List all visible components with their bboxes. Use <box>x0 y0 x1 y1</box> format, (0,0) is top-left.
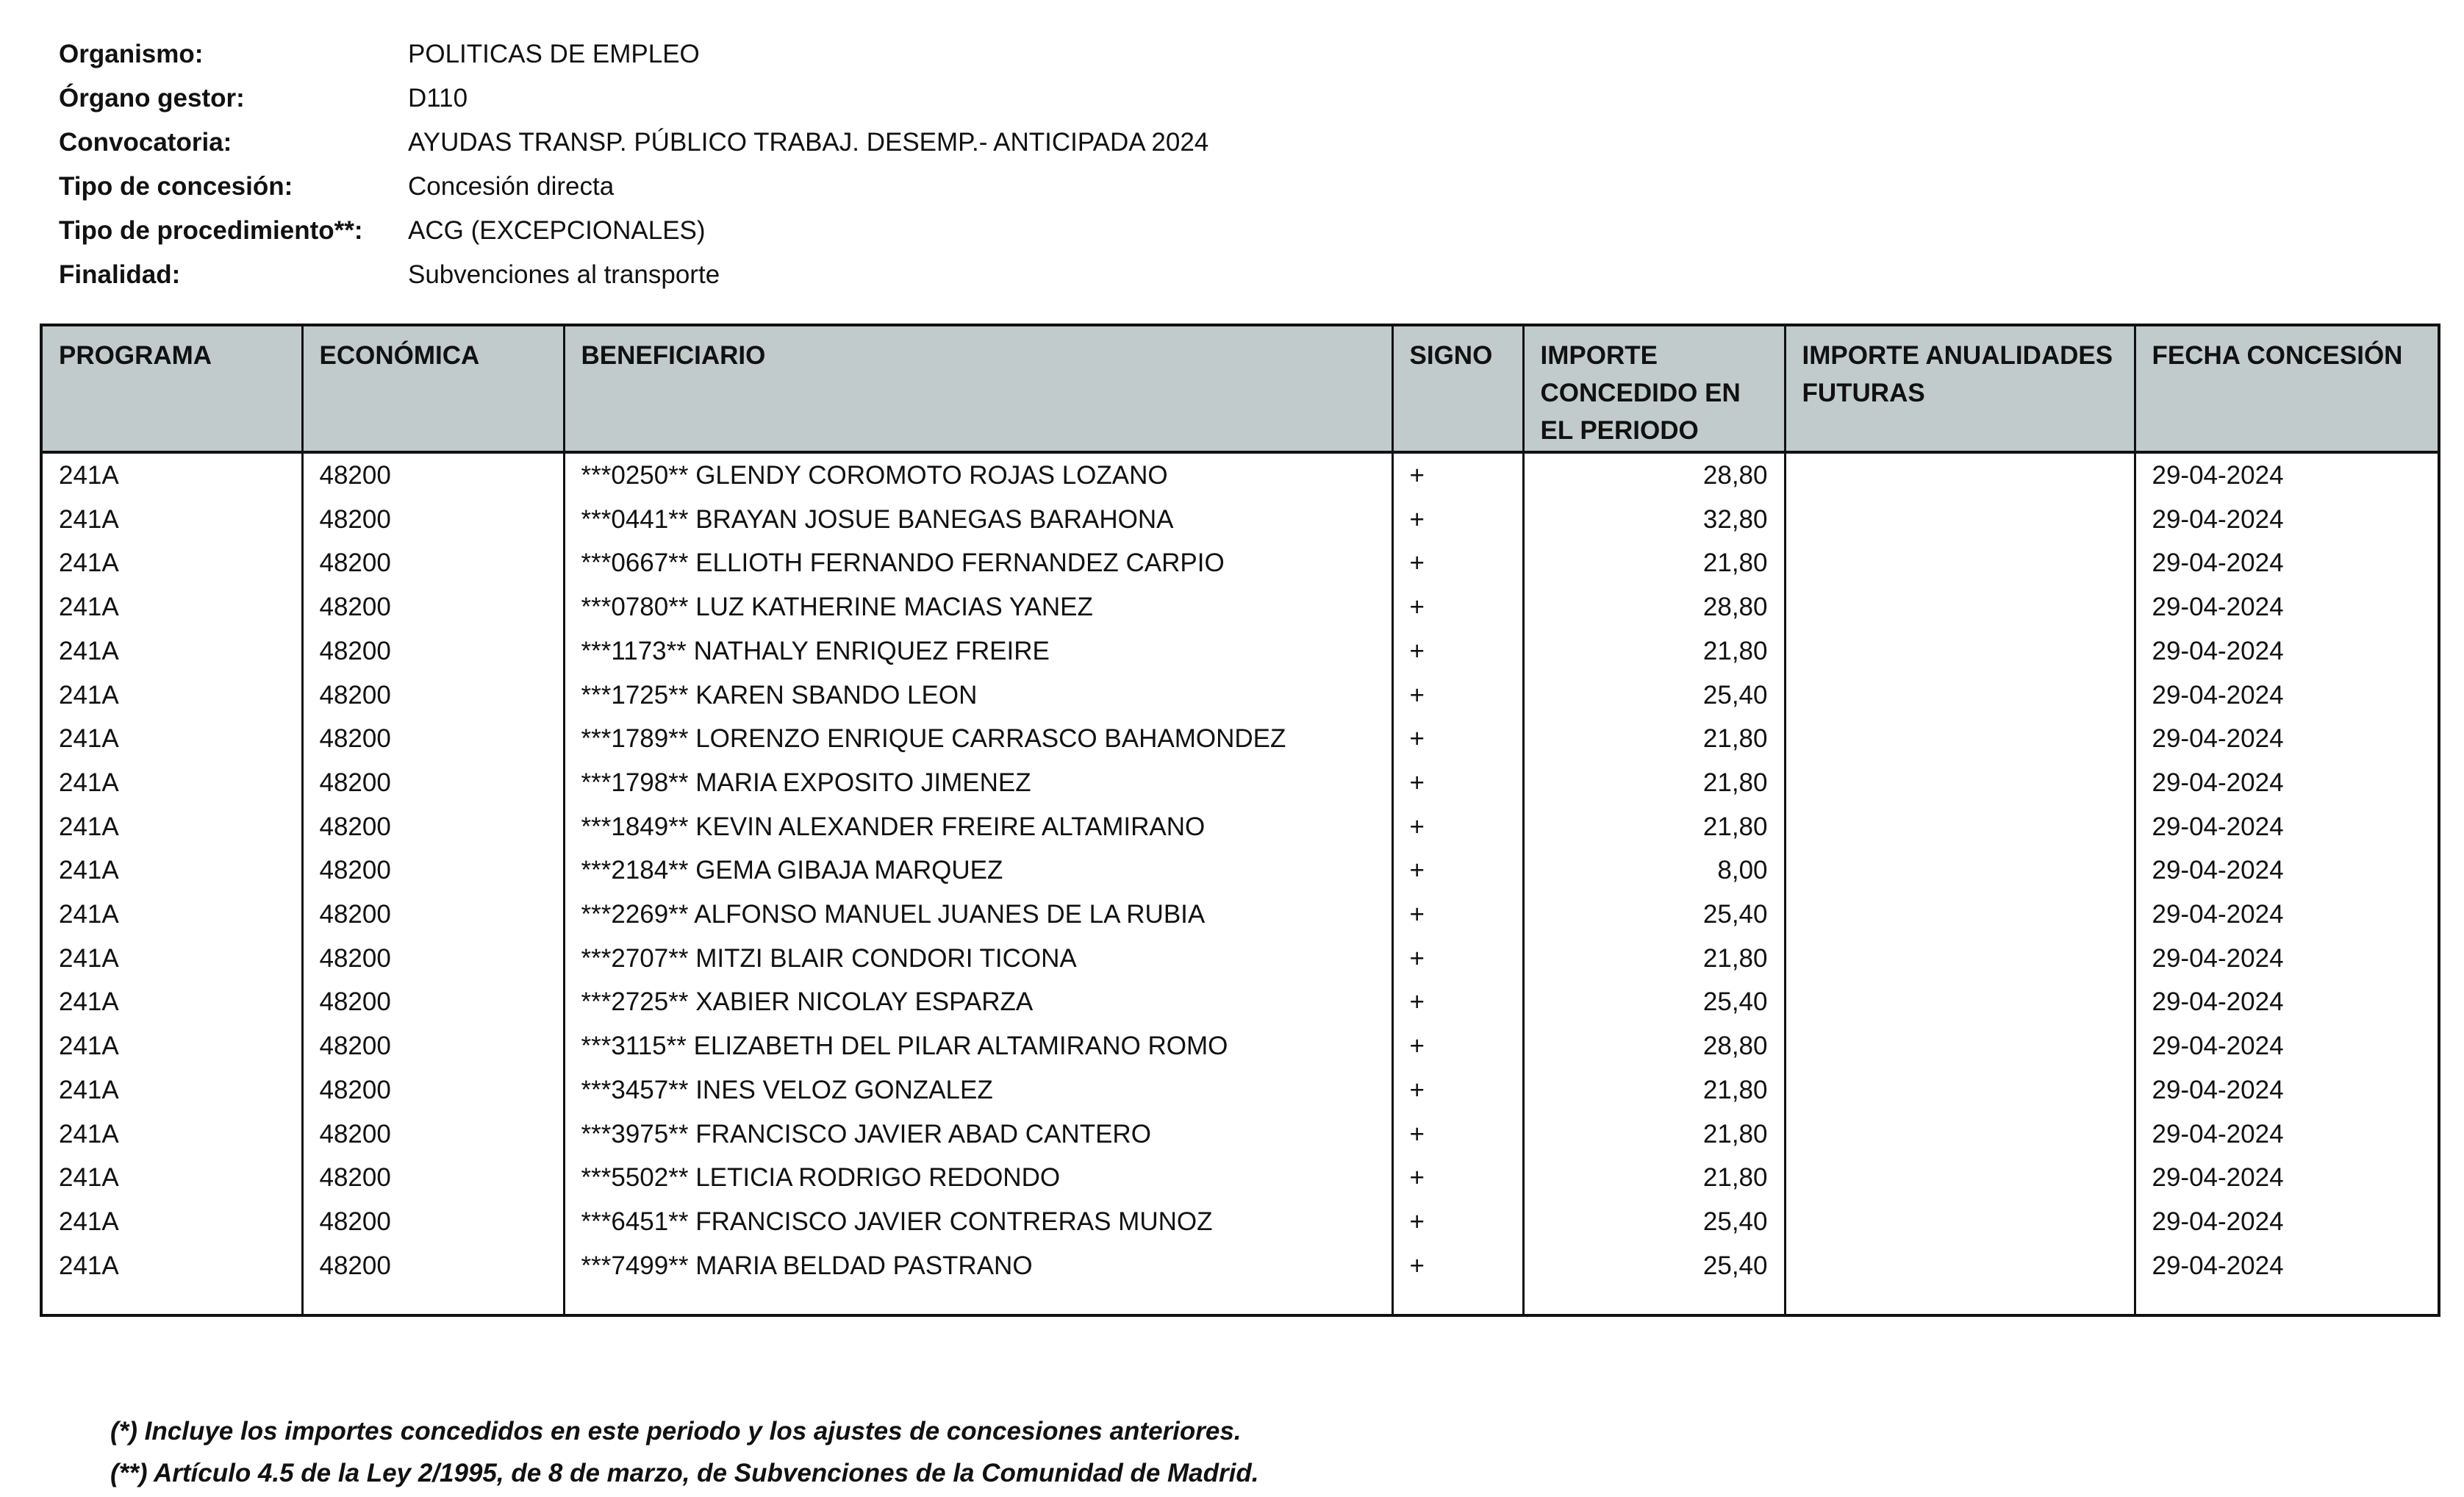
cell-importe: 21,80 <box>1523 937 1785 981</box>
header-field-convocatoria <box>59 121 1208 165</box>
field-value: ACG (EXCEPCIONALES) <box>408 216 706 245</box>
cell-programa: 241A <box>41 674 302 718</box>
header-field-tipo-concesion <box>59 165 1208 209</box>
cell-importe: 28,80 <box>1523 452 1785 498</box>
cell-anualidades <box>1785 1244 2135 1288</box>
cell-anualidades <box>1785 585 2135 629</box>
column-header-economica: ECONÓMICA <box>302 325 564 452</box>
cell-fecha: 29-04-2024 <box>2135 585 2439 629</box>
table-row <box>41 937 2439 981</box>
header-field-finalidad <box>59 253 1208 297</box>
cell-programa: 241A <box>41 1244 302 1288</box>
cell-importe: 21,80 <box>1523 805 1785 849</box>
cell-signo: + <box>1392 761 1523 805</box>
cell-importe: 32,80 <box>1523 498 1785 542</box>
cell-programa: 241A <box>41 1068 302 1112</box>
cell-signo: + <box>1392 1200 1523 1244</box>
cell-anualidades <box>1785 1068 2135 1112</box>
cell-economica: 48200 <box>302 452 564 498</box>
cell-beneficiario: ***0250** GLENDY COROMOTO ROJAS LOZANO <box>564 452 1392 498</box>
cell-programa: 241A <box>41 980 302 1024</box>
cell-anualidades <box>1785 498 2135 542</box>
cell-signo: + <box>1392 1112 1523 1157</box>
spacer-cell <box>2135 1287 2439 1315</box>
cell-programa: 241A <box>41 1200 302 1244</box>
cell-fecha: 29-04-2024 <box>2135 541 2439 585</box>
cell-fecha: 29-04-2024 <box>2135 937 2439 981</box>
cell-economica: 48200 <box>302 1112 564 1157</box>
cell-signo: + <box>1392 980 1523 1024</box>
footnote-2: (**) Artículo 4.5 de la Ley 2/1995, de 8 de marzo, de Subvenciones de la Comunidad de Madrid. <box>110 1459 1259 1487</box>
field-label: Tipo de concesión: <box>59 172 293 201</box>
cell-beneficiario: ***2184** GEMA GIBAJA MARQUEZ <box>564 848 1392 893</box>
cell-economica: 48200 <box>302 585 564 629</box>
cell-anualidades <box>1785 761 2135 805</box>
cell-economica: 48200 <box>302 541 564 585</box>
cell-signo: + <box>1392 937 1523 981</box>
cell-importe: 21,80 <box>1523 761 1785 805</box>
table-row <box>41 1024 2439 1068</box>
table-body <box>41 452 2439 1315</box>
cell-beneficiario: ***2725** XABIER NICOLAY ESPARZA <box>564 980 1392 1024</box>
cell-signo: + <box>1392 1024 1523 1068</box>
cell-economica: 48200 <box>302 717 564 761</box>
cell-anualidades <box>1785 1200 2135 1244</box>
field-label: Órgano gestor: <box>59 84 245 112</box>
cell-importe: 21,80 <box>1523 717 1785 761</box>
footnotes <box>110 1410 1258 1494</box>
table-row <box>41 1068 2439 1112</box>
field-value: AYUDAS TRANSP. PÚBLICO TRABAJ. DESEMP.- ANTICIPADA 2024 <box>408 128 1209 157</box>
spacer-cell <box>1785 1287 2135 1315</box>
cell-beneficiario: ***1798** MARIA EXPOSITO JIMENEZ <box>564 761 1392 805</box>
table-row <box>41 498 2439 542</box>
cell-anualidades <box>1785 937 2135 981</box>
cell-fecha: 29-04-2024 <box>2135 498 2439 542</box>
cell-fecha: 29-04-2024 <box>2135 980 2439 1024</box>
cell-anualidades <box>1785 893 2135 937</box>
cell-fecha: 29-04-2024 <box>2135 1200 2439 1244</box>
cell-fecha: 29-04-2024 <box>2135 1024 2439 1068</box>
header-field-tipo-procedimiento <box>59 209 1208 253</box>
cell-economica: 48200 <box>302 937 564 981</box>
table-row <box>41 541 2439 585</box>
cell-fecha: 29-04-2024 <box>2135 1112 2439 1157</box>
cell-beneficiario: ***0441** BRAYAN JOSUE BANEGAS BARAHONA <box>564 498 1392 542</box>
cell-importe: 25,40 <box>1523 1244 1785 1288</box>
cell-economica: 48200 <box>302 674 564 718</box>
table-row <box>41 717 2439 761</box>
field-label: Tipo de procedimiento**: <box>59 216 363 245</box>
cell-programa: 241A <box>41 937 302 981</box>
footnote-1: (*) Incluye los importes concedidos en este periodo y los ajustes de concesiones anteriores. <box>110 1417 1242 1446</box>
field-value: POLITICAS DE EMPLEO <box>408 40 700 68</box>
table-row <box>41 1112 2439 1157</box>
cell-economica: 48200 <box>302 848 564 893</box>
cell-anualidades <box>1785 629 2135 674</box>
table-row <box>41 893 2439 937</box>
cell-signo: + <box>1392 893 1523 937</box>
cell-importe: 28,80 <box>1523 585 1785 629</box>
header-field-organismo <box>59 32 1208 76</box>
cell-fecha: 29-04-2024 <box>2135 893 2439 937</box>
cell-programa: 241A <box>41 1024 302 1068</box>
cell-beneficiario: ***2269** ALFONSO MANUEL JUANES DE LA RUBIA <box>564 893 1392 937</box>
cell-beneficiario: ***2707** MITZI BLAIR CONDORI TICONA <box>564 937 1392 981</box>
grants-table <box>40 324 2440 1317</box>
cell-importe: 21,80 <box>1523 629 1785 674</box>
cell-fecha: 29-04-2024 <box>2135 629 2439 674</box>
cell-programa: 241A <box>41 585 302 629</box>
table-row <box>41 629 2439 674</box>
cell-signo: + <box>1392 1068 1523 1112</box>
cell-economica: 48200 <box>302 498 564 542</box>
cell-anualidades <box>1785 805 2135 849</box>
column-header-importe: IMPORTE CONCEDIDO EN EL PERIODO <box>1523 325 1785 452</box>
column-header-fecha: FECHA CONCESIÓN <box>2135 325 2439 452</box>
cell-fecha: 29-04-2024 <box>2135 717 2439 761</box>
cell-economica: 48200 <box>302 1024 564 1068</box>
field-value: Subvenciones al transporte <box>408 260 720 289</box>
header-field-organo-gestor <box>59 76 1208 121</box>
cell-beneficiario: ***1173** NATHALY ENRIQUEZ FREIRE <box>564 629 1392 674</box>
table-row <box>41 452 2439 498</box>
spacer-cell <box>564 1287 1392 1315</box>
cell-economica: 48200 <box>302 629 564 674</box>
cell-importe: 25,40 <box>1523 893 1785 937</box>
cell-fecha: 29-04-2024 <box>2135 848 2439 893</box>
table-row <box>41 1200 2439 1244</box>
column-header-signo: SIGNO <box>1392 325 1523 452</box>
cell-fecha: 29-04-2024 <box>2135 674 2439 718</box>
cell-beneficiario: ***1849** KEVIN ALEXANDER FREIRE ALTAMIRANO <box>564 805 1392 849</box>
cell-anualidades <box>1785 674 2135 718</box>
cell-economica: 48200 <box>302 980 564 1024</box>
cell-programa: 241A <box>41 629 302 674</box>
cell-programa: 241A <box>41 1112 302 1157</box>
column-header-anualidades: IMPORTE ANUALIDADES FUTURAS <box>1785 325 2135 452</box>
spacer-cell <box>1392 1287 1523 1315</box>
cell-fecha: 29-04-2024 <box>2135 761 2439 805</box>
cell-fecha: 29-04-2024 <box>2135 1068 2439 1112</box>
cell-anualidades <box>1785 1156 2135 1200</box>
cell-beneficiario: ***6451** FRANCISCO JAVIER CONTRERAS MUNOZ <box>564 1200 1392 1244</box>
table-row <box>41 674 2439 718</box>
cell-importe: 25,40 <box>1523 980 1785 1024</box>
cell-economica: 48200 <box>302 1244 564 1288</box>
spacer-cell <box>1523 1287 1785 1315</box>
cell-importe: 21,80 <box>1523 1112 1785 1157</box>
column-header-beneficiario: BENEFICIARIO <box>564 325 1392 452</box>
cell-programa: 241A <box>41 761 302 805</box>
cell-economica: 48200 <box>302 1068 564 1112</box>
table-row <box>41 1244 2439 1288</box>
table-row <box>41 761 2439 805</box>
cell-anualidades <box>1785 452 2135 498</box>
cell-beneficiario: ***1789** LORENZO ENRIQUE CARRASCO BAHAMONDEZ <box>564 717 1392 761</box>
cell-signo: + <box>1392 629 1523 674</box>
table-bottom-spacer <box>41 1287 2439 1315</box>
cell-beneficiario: ***0780** LUZ KATHERINE MACIAS YANEZ <box>564 585 1392 629</box>
table-header <box>41 325 2439 452</box>
cell-programa: 241A <box>41 805 302 849</box>
cell-programa: 241A <box>41 893 302 937</box>
cell-signo: + <box>1392 452 1523 498</box>
document-header <box>59 32 1208 297</box>
cell-signo: + <box>1392 1156 1523 1200</box>
cell-programa: 241A <box>41 1156 302 1200</box>
cell-programa: 241A <box>41 848 302 893</box>
cell-importe: 25,40 <box>1523 674 1785 718</box>
cell-economica: 48200 <box>302 893 564 937</box>
field-value: Concesión directa <box>408 172 615 201</box>
spacer-cell <box>302 1287 564 1315</box>
cell-economica: 48200 <box>302 761 564 805</box>
cell-beneficiario: ***3115** ELIZABETH DEL PILAR ALTAMIRANO ROMO <box>564 1024 1392 1068</box>
cell-economica: 48200 <box>302 1200 564 1244</box>
field-label: Organismo: <box>59 40 204 68</box>
cell-signo: + <box>1392 541 1523 585</box>
cell-programa: 241A <box>41 452 302 498</box>
cell-signo: + <box>1392 498 1523 542</box>
cell-importe: 8,00 <box>1523 848 1785 893</box>
table-row <box>41 585 2439 629</box>
table-row <box>41 805 2439 849</box>
cell-beneficiario: ***3975** FRANCISCO JAVIER ABAD CANTERO <box>564 1112 1392 1157</box>
cell-signo: + <box>1392 1244 1523 1288</box>
cell-fecha: 29-04-2024 <box>2135 452 2439 498</box>
header-row <box>41 325 2439 452</box>
cell-anualidades <box>1785 1024 2135 1068</box>
cell-economica: 48200 <box>302 1156 564 1200</box>
cell-programa: 241A <box>41 717 302 761</box>
spacer-cell <box>41 1287 302 1315</box>
cell-beneficiario: ***1725** KAREN SBANDO LEON <box>564 674 1392 718</box>
cell-fecha: 29-04-2024 <box>2135 1244 2439 1288</box>
column-header-programa: PROGRAMA <box>41 325 302 452</box>
field-label: Finalidad: <box>59 260 181 289</box>
cell-signo: + <box>1392 717 1523 761</box>
table-row <box>41 848 2439 893</box>
cell-anualidades <box>1785 980 2135 1024</box>
cell-anualidades <box>1785 1112 2135 1157</box>
cell-anualidades <box>1785 717 2135 761</box>
cell-anualidades <box>1785 541 2135 585</box>
field-label: Convocatoria: <box>59 128 232 157</box>
cell-signo: + <box>1392 805 1523 849</box>
cell-importe: 28,80 <box>1523 1024 1785 1068</box>
cell-beneficiario: ***3457** INES VELOZ GONZALEZ <box>564 1068 1392 1112</box>
field-value: D110 <box>408 84 468 112</box>
cell-beneficiario: ***7499** MARIA BELDAD PASTRANO <box>564 1244 1392 1288</box>
cell-importe: 25,40 <box>1523 1200 1785 1244</box>
cell-signo: + <box>1392 848 1523 893</box>
cell-fecha: 29-04-2024 <box>2135 805 2439 849</box>
cell-fecha: 29-04-2024 <box>2135 1156 2439 1200</box>
cell-importe: 21,80 <box>1523 1068 1785 1112</box>
cell-importe: 21,80 <box>1523 541 1785 585</box>
table-row <box>41 1156 2439 1200</box>
cell-signo: + <box>1392 585 1523 629</box>
cell-importe: 21,80 <box>1523 1156 1785 1200</box>
cell-beneficiario: ***0667** ELLIOTH FERNANDO FERNANDEZ CARPIO <box>564 541 1392 585</box>
cell-programa: 241A <box>41 541 302 585</box>
cell-economica: 48200 <box>302 805 564 849</box>
cell-signo: + <box>1392 674 1523 718</box>
cell-anualidades <box>1785 848 2135 893</box>
table-row <box>41 980 2439 1024</box>
cell-beneficiario: ***5502** LETICIA RODRIGO REDONDO <box>564 1156 1392 1200</box>
cell-programa: 241A <box>41 498 302 542</box>
